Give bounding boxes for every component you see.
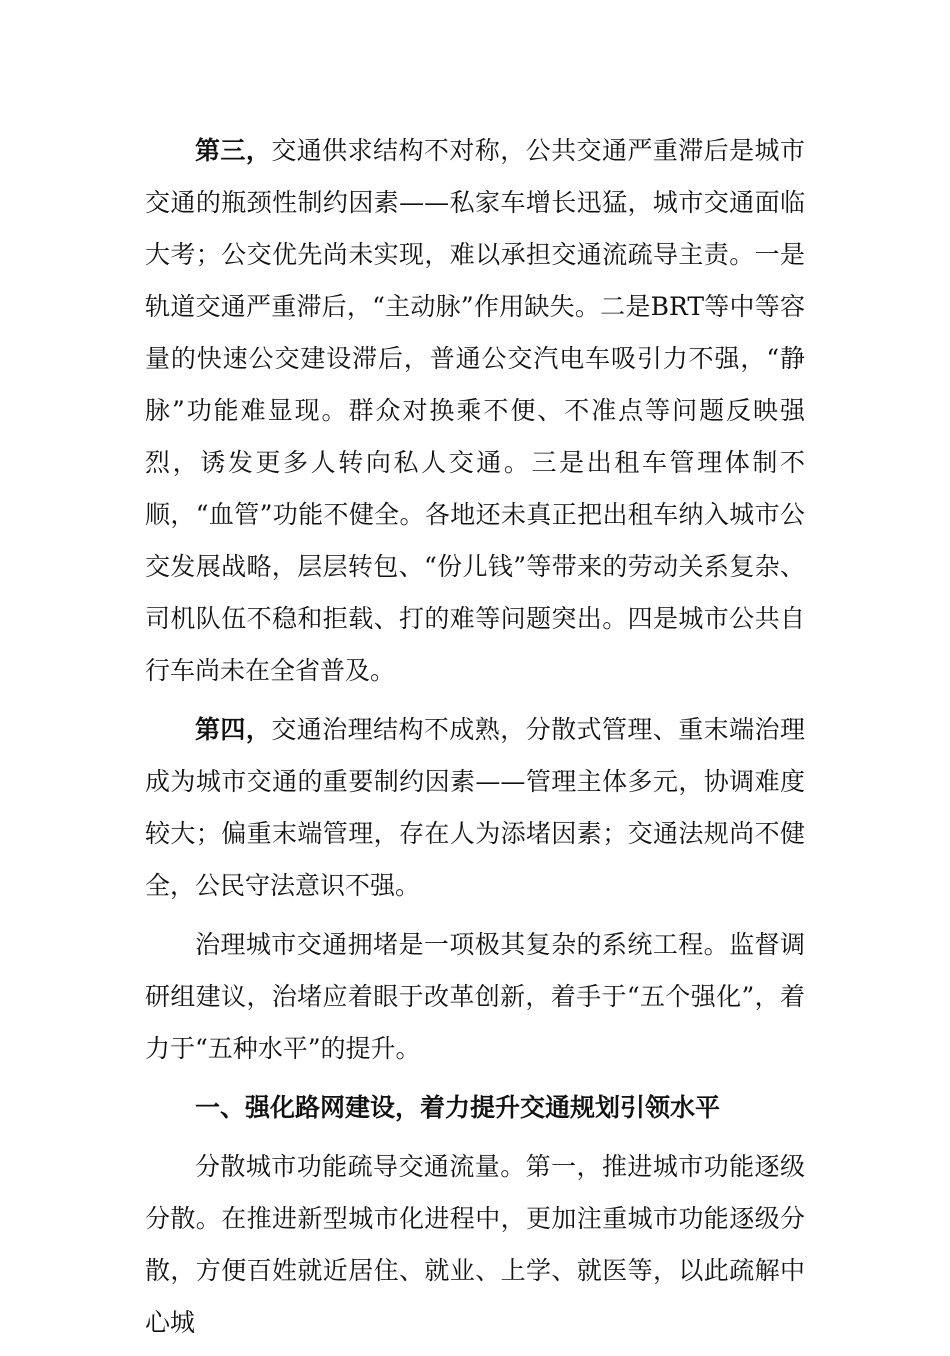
- paragraph-proposal: [145, 919, 805, 1075]
- paragraph-text: 交通供求结构不对称，公共交通严重滞后是城市交通的瓶颈性制约因素——私家车增长迅猛，城市交通面临大考；公交优先尚未实现，难以承担交通流疏导主责。一是轨道交通严重滞后，“主动脉”作用缺失。二是BRT等中等容量的快速公交建设滞后，普通公交汽电车吸引力不强，“静脉”功能难显现。群众对换乘不便、不准点等问题反映强烈，诱发更多人转向私人交通。三是出租车管理体制不顺，“血管”功能不健全。各地还未真正把出租车纳入城市公交发展战略，层层转包、“份儿钱”等带来的劳动关系复杂、司机队伍不稳和拒载、打的难等问题突出。四是城市公共自行车尚未在全省普及。: [145, 136, 805, 685]
- paragraph-section-body: 分散城市功能疏导交通流量。第一，推进城市功能逐级分散。在推进新型城市化进程中，更加注重城市功能逐级分散，方便百姓就近居住、就业、上学、就医等，以此疏解中心城: [145, 1152, 805, 1337]
- paragraph-lead: 第三，: [195, 136, 272, 165]
- document-page: [145, 125, 805, 1356]
- paragraph-fourth: [145, 704, 805, 912]
- section-heading: 一、强化路网建设，着力提升交通规划引领水平: [195, 1093, 721, 1122]
- paragraph-lead: 第四，: [195, 715, 272, 744]
- paragraph-text: 治理城市交通拥堵是一项极其复杂的系统工程。监督调研组建议，治堵应着眼于改革创新，着手于“五个强化”，着力于“五种水平”的提升。: [145, 930, 805, 1063]
- paragraph-text: 交通治理结构不成熟，分散式管理、重末端治理成为城市交通的重要制约因素——管理主体多元，协调难度较大；偏重末端管理，存在人为添堵因素；交通法规尚不健全，公民守法意识不强。: [145, 715, 805, 900]
- paragraph-third: [145, 125, 805, 697]
